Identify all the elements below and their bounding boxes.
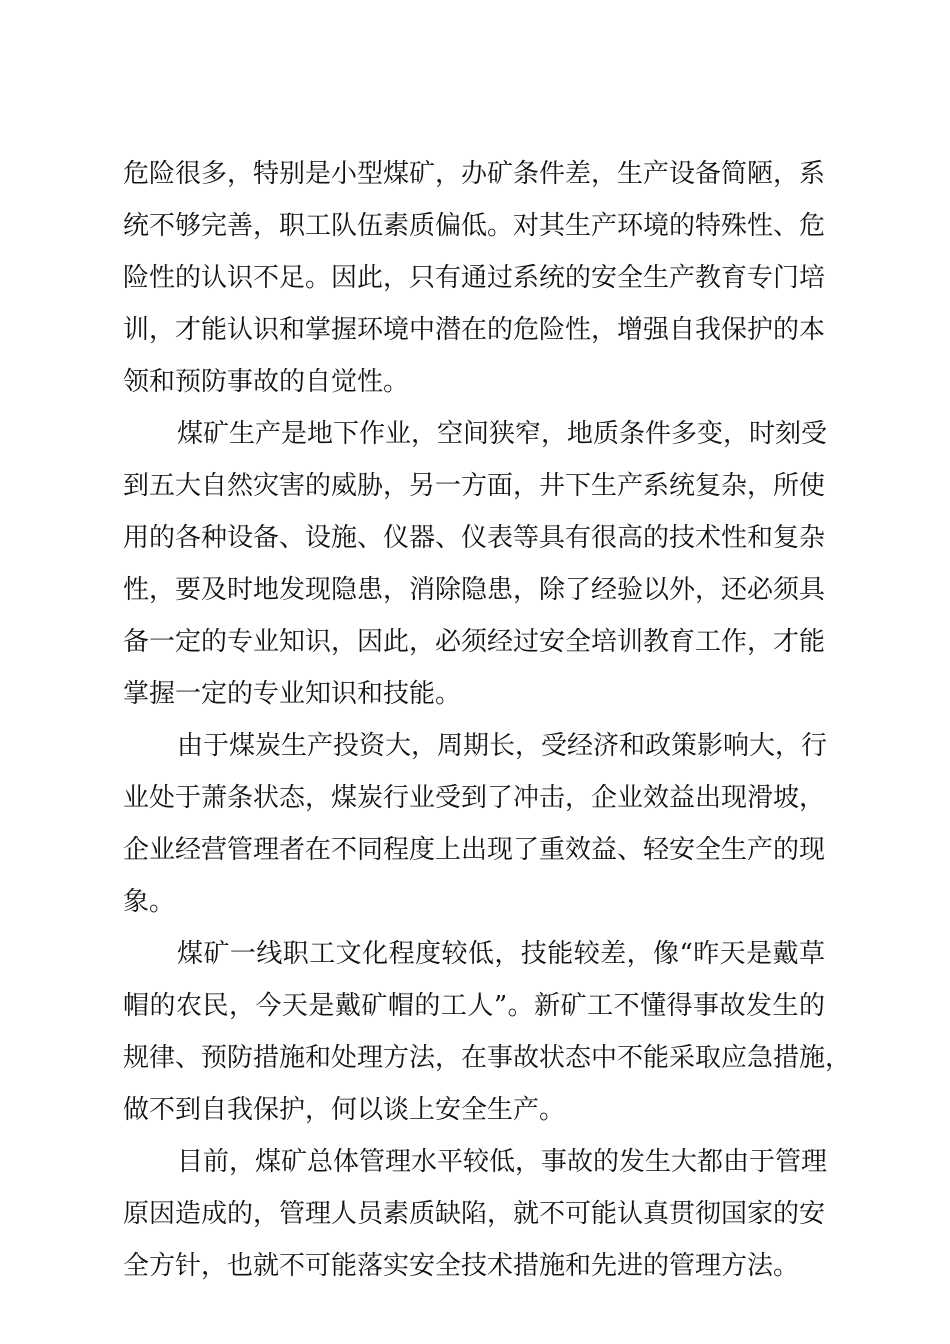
paragraph-5-line-1: 目前，煤矿总体管理水平较低，事故的发生大都由于管理 [177,1147,828,1177]
paragraph-2-line-6: 掌握一定的专业知识和技能。 [123,679,462,709]
paragraph-2-line-3: 用的各种设备、设施、仪器、仪表等具有很高的技术性和复杂 [123,523,826,553]
paragraph-5-line-2: 原因造成的，管理人员素质缺陷，就不可能认真贯彻国家的安 [123,1199,826,1229]
paragraph-2-line-1: 煤矿生产是地下作业，空间狭窄，地质条件多变，时刻受 [177,419,828,449]
paragraph-4-line-4: 做不到自我保护，何以谈上安全生产。 [123,1095,566,1125]
paragraph-1-line-5: 领和预防事故的自觉性。 [123,367,410,397]
paragraph-2-line-2: 到五大自然灾害的威胁，另一方面，井下生产系统复杂，所使 [123,471,826,501]
paragraph-2-line-5: 备一定的专业知识，因此，必须经过安全培训教育工作，才能 [123,627,826,657]
paragraph-4-line-3: 规律、预防措施和处理方法，在事故状态中不能采取应急措施， [123,1043,852,1073]
paragraph-1-line-2: 统不够完善，职工队伍素质偏低。对其生产环境的特殊性、危 [123,211,826,241]
paragraph-3-line-1: 由于煤炭生产投资大，周期长，受经济和政策影响大，行 [177,731,828,761]
paragraph-1-line-1: 危险很多，特别是小型煤矿，办矿条件差，生产设备简陋，系 [123,159,826,189]
paragraph-3-line-4: 象。 [123,887,176,917]
paragraph-5-line-3: 全方针，也就不可能落实安全技术措施和先进的管理方法。 [123,1251,800,1281]
paragraph-1-line-4: 训，才能认识和掌握环境中潜在的危险性，增强自我保护的本 [123,315,826,345]
paragraph-4-line-2: 帽的农民，今天是戴矿帽的工人”。新矿工不懂得事故发生的 [123,991,825,1021]
paragraph-1-line-3: 险性的认识不足。因此，只有通过系统的安全生产教育专门培 [123,263,826,293]
paragraph-2-line-4: 性，要及时地发现隐患，消除隐患，除了经验以外，还必须具 [123,575,826,605]
paragraph-3-line-2: 业处于萧条状态，煤炭行业受到了冲击，企业效益出现滑坡， [123,783,826,813]
paragraph-4-line-1: 煤矿一线职工文化程度较低，技能较差，像“昨天是戴草 [177,939,825,969]
paragraph-3-line-3: 企业经营管理者在不同程度上出现了重效益、轻安全生产的现 [123,835,826,865]
